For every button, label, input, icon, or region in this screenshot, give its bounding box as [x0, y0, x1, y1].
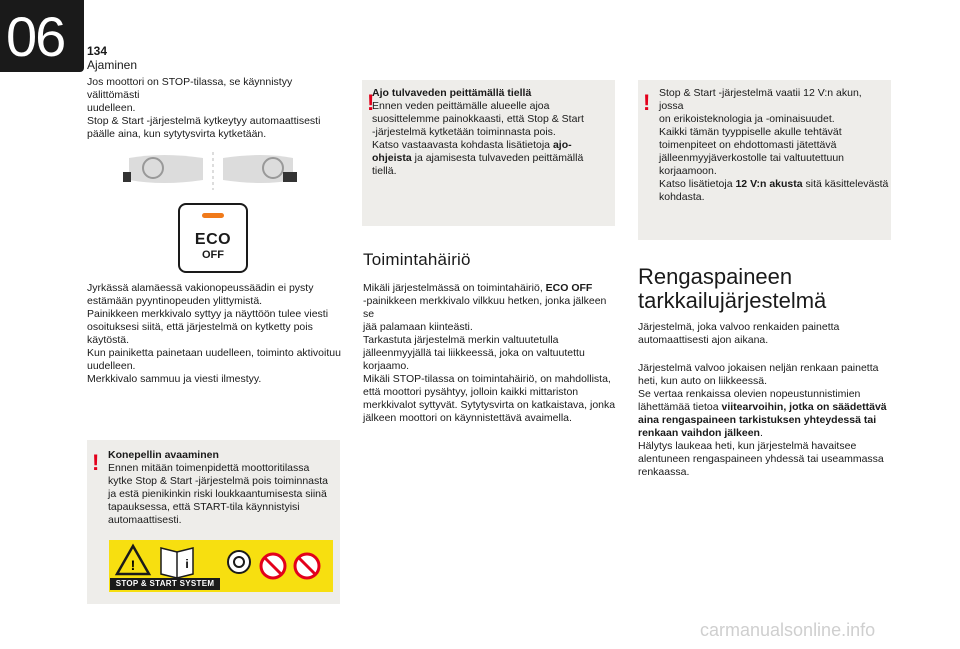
warning-icon: ! — [643, 90, 651, 115]
stop-start-sign-label: STOP & START SYSTEM — [110, 578, 220, 590]
svg-text:i: i — [185, 557, 189, 571]
warning-box-battery — [638, 80, 891, 240]
warning-icon: ! — [367, 90, 375, 115]
warning-box-flooded-road — [362, 80, 615, 226]
eco-off-paragraph: Jyrkässä alamäessä vakionopeussäädin ei pysty estämään pyyntinopeuden ylittymistä. Painikkeen merkkivalo syttyy ja näyttöön tulee viesti osoituksesi siitä, että järjestelmä on kytketty pois käytöstä. Kun painiketta painetaan uudelleen, toiminto aktivoituu uudelleen. Merkkivalo sammuu ja viesti ilmestyy. — [87, 282, 341, 385]
off-label: OFF — [202, 249, 224, 261]
malfunction-heading: Toimintahäiriö — [363, 250, 471, 269]
page-number: 134 — [87, 44, 108, 58]
tyre-detail-paragraph: Järjestelmä valvoo jokaisen neljän renkaan painetta heti, kun auto on liikkeessä. Se vertaa renkaissa olevien nopeustunnistimien lähettämää tietoa viitearvoihin, jotka on säädettävä aina rengaspaineen tarkistuksen yhteydessä tai renkaan vaihdon jälkeen. Hälytys laukeaa heti, kun järjestelmä havaitsee alentuneen rengaspaineen yhdessä tai useammassa renkaassa. — [638, 362, 887, 478]
tyre-intro-paragraph: Järjestelmä, joka valvoo renkaiden painetta automaattisesti ajon aikana. — [638, 321, 840, 346]
section-title: Ajaminen — [87, 58, 138, 72]
warning-body: Ennen veden peittämälle alueelle ajoa suosittelemme painokkaasti, että Stop & Start -järjestelmä kytketään toiminnasta pois. Katso vastaavasta kohdasta lisätietoja ajo- ohjeista ja ajamisesta tulvaveden peittämällä tiellä. — [372, 100, 584, 177]
chapter-tab — [0, 0, 84, 72]
warning-title: Konepellin avaaminen — [108, 449, 219, 461]
malfunction-paragraph: Mikäli järjestelmässä on toimintahäiriö, ECO OFF -painikkeen merkkivalo vilkkuu hetken, jonka jälkeen se jää palamaan kiinteästi. Tarkastuta järjestelmä merkin valtuutetulla jälleenmyyjällä tai liikkeessä, joka on valtuutettu korjaamo. Mikäli STOP-tilassa on toimintahäiriö, on mahdollista, että moottori pysähtyy, jolloin kaikki mittariston merkkivalot syttyvät. Sytytysvirta on katkaistava, jonka jälkeen moottori on käynnistettävä avaimella. — [363, 282, 616, 424]
eco-off-button-illustration — [178, 203, 248, 273]
svg-text:!: ! — [130, 557, 136, 573]
steering-switch-illustration — [123, 150, 303, 192]
chapter-number: 06 — [6, 5, 65, 68]
watermark: carmanualsonline.info — [700, 620, 876, 640]
warning-body: Ennen mitään toimenpidettä moottoritilassa kytke Stop & Start -järjestelmä pois toiminnasta ja estä pienikinkin riski loukkaantumisesta siinä tapauksessa, että START-tila käynnistyisi automaattisesti. — [108, 462, 329, 526]
indicator-light — [202, 213, 224, 218]
warning-body: Stop & Start -järjestelmä vaatii 12 V:n akun, jossa on erikoisteknologia ja -ominaisuudet. Kaikki tämän tyyppiselle akulle tehtävät toimenpiteet on ehdottomasti jätettävä jälleenmyyjäverkostolle tai valtuutettuun korjaamoon. Katso lisätietoja 12 V:n akusta sitä käsittelevästä kohdasta. — [659, 87, 889, 203]
intro-paragraph: Jos moottori on STOP-tilassa, se käynnistyy välittömästi uudelleen. Stop & Start -järjestelmä kytkeytyy automaattisesti päälle aina, kun sytytysvirta kytketään. — [87, 76, 321, 140]
tyre-pressure-heading: Rengaspaineen tarkkailujärjestelmä — [638, 264, 827, 313]
warning-title: Ajo tulvaveden peittämällä tiellä — [372, 87, 532, 99]
eco-label: ECO — [194, 231, 232, 248]
warning-icon: ! — [92, 450, 100, 475]
